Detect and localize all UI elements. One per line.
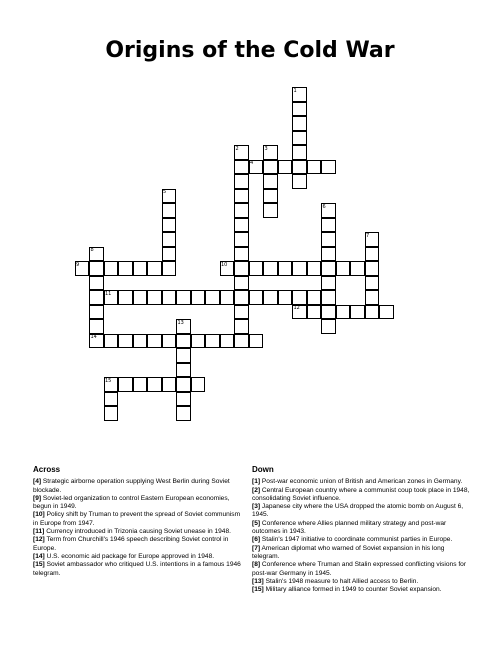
grid-cell[interactable] — [89, 305, 104, 320]
grid-cell[interactable] — [191, 377, 206, 392]
clue-number-label: 13 — [177, 319, 184, 326]
clue-number: [8] — [252, 561, 261, 569]
grid-cell[interactable] — [176, 334, 191, 349]
grid-cell[interactable] — [307, 261, 322, 276]
across-clues — [33, 466, 243, 578]
down-clue — [252, 520, 472, 537]
grid-cell[interactable] — [263, 160, 278, 175]
clue-text: Currency introduced in Trizonia causing Soviet unease in 1948. — [44, 528, 231, 536]
down-clue-list — [252, 478, 472, 594]
grid-cell[interactable] — [263, 261, 278, 276]
grid-cell[interactable] — [321, 218, 336, 233]
grid-cell[interactable] — [234, 174, 249, 189]
clue-number: [3] — [252, 503, 261, 511]
grid-cell[interactable] — [191, 334, 206, 349]
grid-cell[interactable] — [147, 290, 162, 305]
grid-cell[interactable] — [292, 160, 307, 175]
grid-cell[interactable] — [336, 305, 351, 320]
clue-number-label: 4 — [250, 160, 254, 166]
grid-cell[interactable] — [379, 305, 394, 320]
grid-cell[interactable] — [350, 261, 365, 276]
clue-number-label: 9 — [76, 261, 80, 268]
grid-cell[interactable] — [234, 261, 249, 276]
across-clue — [33, 553, 243, 561]
clue-text: Policy shift by Truman to prevent the spread of Soviet communism in Europe from 1947. — [33, 511, 241, 527]
grid-cell[interactable] — [104, 334, 119, 349]
grid-cell[interactable] — [89, 290, 104, 305]
grid-cell[interactable] — [336, 261, 351, 276]
clue-number: [7] — [252, 544, 261, 552]
clue-number-label: 6 — [322, 203, 326, 210]
clue-text: Central European country where a communist coup took place in 1948, consolidating Soviet influence. — [252, 486, 470, 502]
grid-cell[interactable] — [176, 348, 191, 363]
clue-number: [10] — [33, 511, 45, 519]
grid-cell[interactable] — [234, 319, 249, 334]
across-clue — [33, 495, 243, 512]
grid-cell[interactable] — [133, 290, 148, 305]
grid-cell[interactable] — [176, 377, 191, 392]
grid-cell[interactable] — [292, 131, 307, 146]
across-clue — [33, 478, 243, 495]
grid-cell[interactable] — [118, 261, 133, 276]
grid-cell[interactable] — [263, 189, 278, 204]
clue-number: [4] — [33, 478, 42, 486]
clue-number-label: 2 — [235, 145, 239, 152]
clue-number-label: 12 — [293, 305, 300, 311]
grid-cell[interactable] — [133, 261, 148, 276]
grid-cell[interactable] — [350, 305, 365, 320]
grid-cell[interactable] — [89, 319, 104, 334]
grid-cell[interactable] — [162, 290, 177, 305]
grid-cell[interactable] — [162, 334, 177, 349]
grid-cell[interactable] — [365, 276, 380, 291]
grid-cell[interactable] — [176, 392, 191, 407]
clue-number: [9] — [33, 494, 42, 502]
puzzle-title: Origins of the Cold War — [105, 38, 395, 63]
grid-cell[interactable] — [89, 261, 104, 276]
across-clue — [33, 536, 243, 553]
grid-cell[interactable] — [205, 290, 220, 305]
grid-cell[interactable] — [321, 276, 336, 291]
across-clue-list — [33, 478, 243, 578]
grid-cell[interactable] — [292, 290, 307, 305]
grid-cell[interactable] — [162, 232, 177, 247]
grid-cell[interactable] — [249, 334, 264, 349]
clue-number: [6] — [252, 536, 261, 544]
down-heading: Down — [252, 465, 274, 474]
clue-text: Post-war economic union of British and American zones in Germany. — [260, 478, 463, 486]
grid-cell[interactable] — [234, 203, 249, 218]
grid-cell[interactable] — [234, 189, 249, 204]
grid-cell[interactable] — [365, 305, 380, 320]
grid-cell[interactable] — [89, 276, 104, 291]
grid-cell[interactable] — [147, 334, 162, 349]
across-clue — [33, 511, 243, 528]
clue-text: Soviet-led organization to control Eastern European economies, begun in 1949. — [33, 494, 230, 511]
clue-text: Military alliance formed in 1949 to counter Soviet expansion. — [263, 586, 442, 594]
down-clue — [252, 545, 472, 562]
clue-number: [5] — [252, 519, 261, 527]
clue-text: Conference where Allies planned military strategy and post-war outcomes in 1943. — [252, 519, 447, 536]
grid-cell[interactable] — [365, 261, 380, 276]
grid-cell[interactable] — [292, 116, 307, 131]
grid-cell[interactable] — [234, 160, 249, 175]
grid-cell[interactable] — [234, 305, 249, 320]
grid-cell[interactable] — [292, 174, 307, 189]
grid-cell[interactable] — [147, 261, 162, 276]
grid-cell[interactable] — [104, 261, 119, 276]
grid-cell[interactable] — [220, 334, 235, 349]
clue-number-label: 7 — [366, 232, 370, 239]
grid-cell[interactable] — [234, 232, 249, 247]
clue-number-label: 8 — [90, 247, 94, 253]
grid-cell[interactable] — [307, 160, 322, 175]
grid-cell[interactable] — [278, 160, 293, 175]
grid-cell[interactable] — [191, 290, 206, 305]
grid-cell[interactable] — [162, 247, 177, 262]
grid-cell[interactable] — [162, 218, 177, 233]
clue-number: [2] — [252, 486, 261, 494]
grid-cell[interactable] — [249, 290, 264, 305]
clue-number-label: 3 — [264, 145, 268, 152]
clue-number: [11] — [33, 528, 45, 536]
grid-cell[interactable] — [365, 247, 380, 262]
clue-number-label: 10 — [221, 261, 228, 268]
grid-cell[interactable] — [321, 247, 336, 262]
grid-cell[interactable] — [162, 377, 177, 392]
grid-cell[interactable] — [118, 334, 133, 349]
down-clue — [252, 561, 472, 578]
grid-cell[interactable] — [162, 261, 177, 276]
clue-number-label: 1 — [293, 87, 297, 94]
clue-text: Japanese city where the USA dropped the atomic bomb on August 6, 1945. — [252, 503, 464, 519]
clue-text: Stalin's 1948 measure to halt Allied access to Berlin. — [263, 577, 419, 585]
grid-cell[interactable] — [147, 377, 162, 392]
grid-cell[interactable] — [321, 305, 336, 320]
grid-cell[interactable] — [176, 363, 191, 378]
clue-number: [13] — [252, 577, 264, 585]
grid-cell[interactable] — [321, 160, 336, 175]
clue-number-label: 11 — [105, 290, 112, 297]
clue-text: Soviet ambassador who critiqued U.S. intentions in a famous 1946 telegram. — [33, 561, 241, 577]
clue-text: American diplomat who warned of Soviet expansion in his long telegram. — [252, 544, 445, 560]
grid-cell[interactable] — [278, 261, 293, 276]
clue-number: [15] — [33, 561, 45, 569]
grid-cell[interactable] — [278, 290, 293, 305]
grid-cell[interactable] — [118, 290, 133, 305]
clue-number: [14] — [33, 552, 45, 560]
across-heading: Across — [33, 465, 61, 474]
clue-text: Stalin's 1947 initiative to coordinate communist parties in Europe. — [260, 536, 453, 544]
across-clue — [33, 528, 243, 536]
grid-cell[interactable] — [292, 145, 307, 160]
grid-cell[interactable] — [321, 319, 336, 334]
grid-cell[interactable] — [321, 290, 336, 305]
down-clue — [252, 478, 472, 486]
grid-cell[interactable] — [234, 334, 249, 349]
clue-number-label: 14 — [90, 334, 97, 340]
grid-cell[interactable] — [263, 290, 278, 305]
grid-cell[interactable] — [234, 290, 249, 305]
grid-cell[interactable] — [104, 392, 119, 407]
clue-text: U.S. economic aid package for Europe approved in 1948. — [44, 552, 215, 560]
down-clue — [252, 536, 472, 544]
down-clue — [252, 586, 472, 594]
grid-cell[interactable] — [234, 218, 249, 233]
grid-cell[interactable] — [205, 334, 220, 349]
clue-text: Term from Churchill's 1946 speech describing Soviet control in Europe. — [33, 536, 229, 552]
clue-text: Conference where Truman and Stalin expressed conflicting visions for post-war Germany in 1945. — [252, 561, 467, 577]
grid-cell[interactable] — [162, 203, 177, 218]
grid-cell[interactable] — [234, 276, 249, 291]
grid-cell[interactable] — [365, 290, 380, 305]
grid-cell[interactable] — [133, 334, 148, 349]
grid-cell[interactable] — [234, 247, 249, 262]
grid-cell[interactable] — [133, 377, 148, 392]
grid-cell[interactable] — [321, 261, 336, 276]
down-clue — [252, 487, 472, 504]
grid-cell[interactable] — [263, 174, 278, 189]
grid-cell[interactable] — [176, 406, 191, 421]
grid-cell[interactable] — [104, 406, 119, 421]
grid-cell[interactable] — [118, 377, 133, 392]
grid-cell[interactable] — [321, 232, 336, 247]
down-clue — [252, 578, 472, 586]
clue-number: [15] — [252, 586, 264, 594]
down-clues — [252, 466, 472, 594]
grid-cell[interactable] — [307, 305, 322, 320]
grid-cell[interactable] — [292, 102, 307, 117]
grid-cell[interactable] — [220, 290, 235, 305]
clue-number-label: 5 — [163, 189, 167, 195]
grid-cell[interactable] — [249, 261, 264, 276]
grid-cell[interactable] — [176, 290, 191, 305]
down-clue — [252, 503, 472, 520]
grid-cell[interactable] — [263, 203, 278, 218]
clue-number: [1] — [252, 478, 261, 486]
clue-number: [12] — [33, 536, 45, 544]
grid-cell[interactable] — [307, 290, 322, 305]
clue-text: Strategic airborne operation supplying West Berlin during Soviet blockade. — [33, 478, 230, 494]
grid-cell[interactable] — [292, 261, 307, 276]
across-clue — [33, 561, 243, 578]
clue-number-label: 15 — [105, 377, 112, 384]
